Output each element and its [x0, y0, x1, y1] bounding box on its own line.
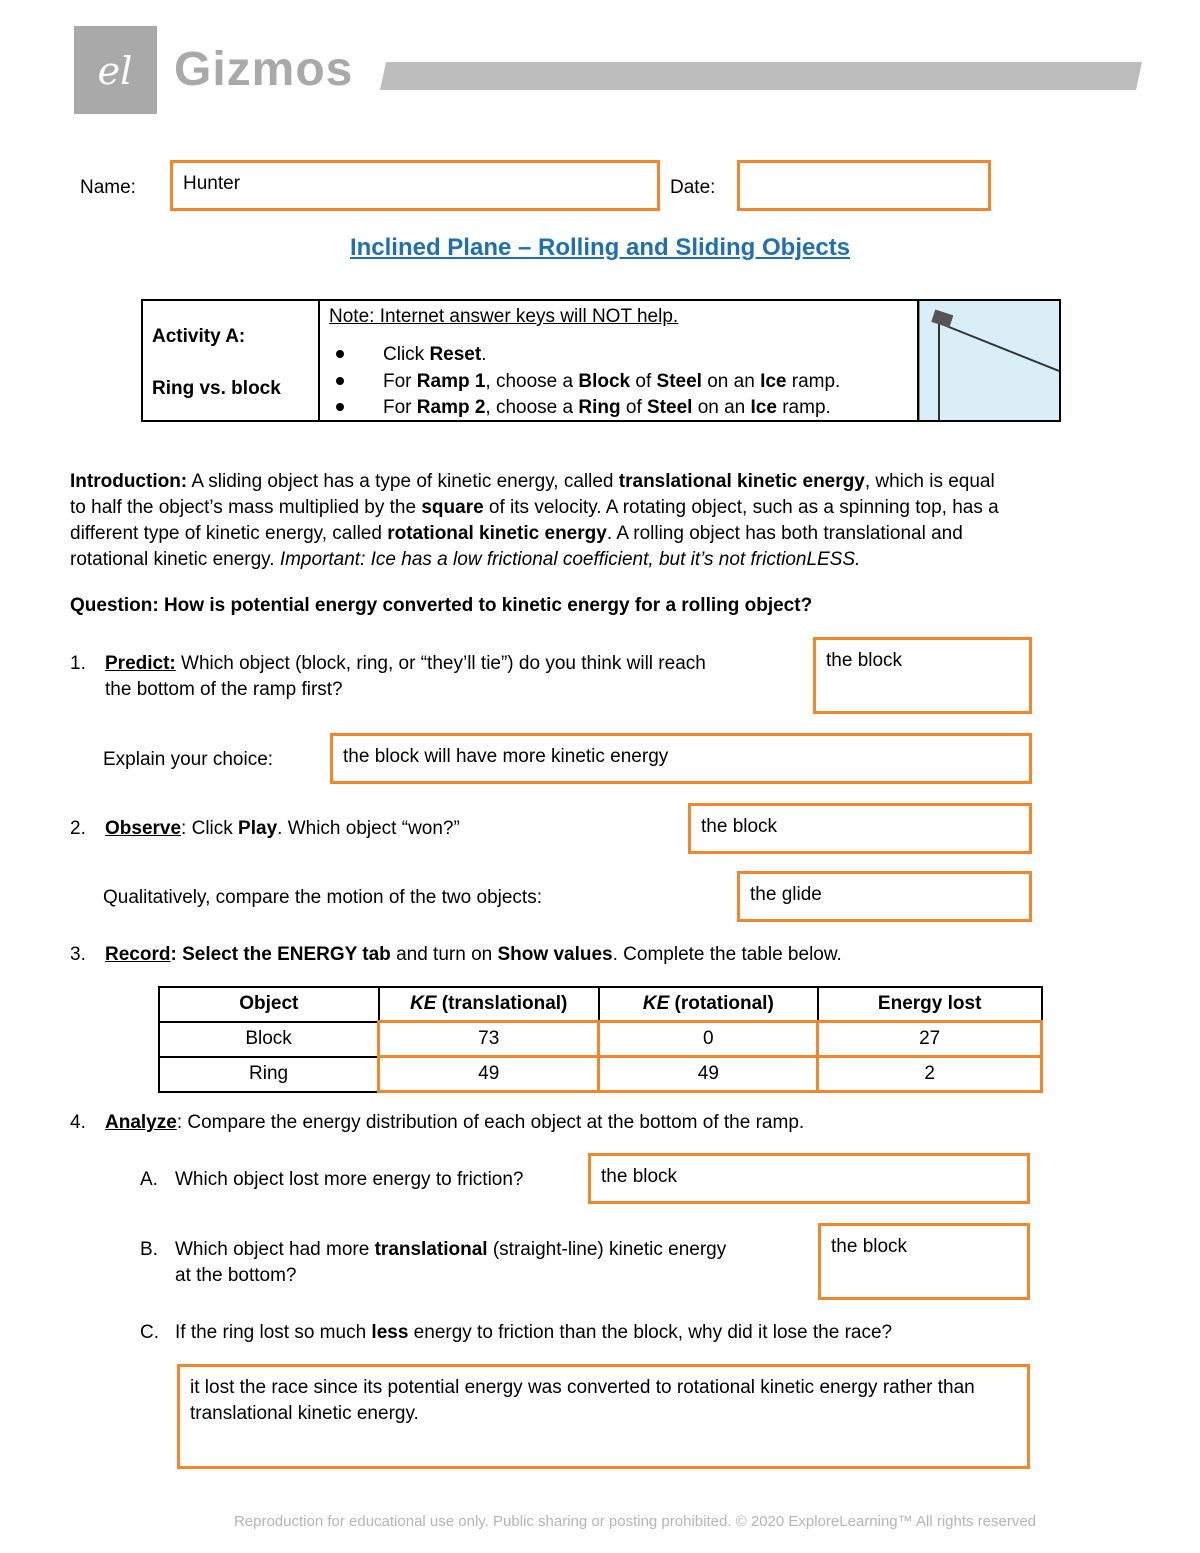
q1-explain-answer: the block will have more kinetic energy [343, 746, 669, 767]
intro-line: Introduction: A sliding object has a type of kinetic energy, called translational kinetic energy, which is equal [70, 471, 995, 492]
activity-step: For Ramp 2, choose a Ring of Steel on an Ice ramp. [383, 397, 831, 418]
ramp-thumbnail [919, 301, 1059, 420]
name-value: Hunter [183, 173, 241, 194]
q1-number: 1. [70, 653, 86, 674]
q3-number: 3. [70, 944, 86, 965]
ke-translational-cell[interactable]: 73 [379, 1022, 599, 1057]
date-label: Date: [670, 177, 716, 198]
energy-lost-cell[interactable]: 2 [818, 1057, 1042, 1092]
activity-label: Activity A: [152, 326, 246, 347]
gizmos-logo [74, 26, 157, 114]
q2-compare-answer: the glide [750, 884, 822, 905]
q2-number: 2. [70, 818, 86, 839]
header-bar [380, 62, 1142, 90]
q2-compare-label: Qualitatively, compare the motion of the two objects: [103, 887, 542, 908]
bullet-icon [336, 350, 344, 358]
explorelearning-logo-icon [74, 26, 157, 114]
q4a-answer: the block [601, 1166, 678, 1187]
q1-answer-box[interactable] [813, 637, 1032, 714]
q4c-answer-box[interactable] [177, 1364, 1030, 1469]
ke-rotational-cell[interactable]: 0 [599, 1022, 818, 1057]
q2-text: Observe: Click Play. Which object “won?” [105, 818, 460, 839]
incline-ramp-icon [919, 301, 1059, 420]
intro-line: to half the object’s mass multiplied by the square of its velocity. A rotating object, such as a spinning top, has a [70, 497, 999, 518]
q4c-text: If the ring lost so much less energy to friction than the block, why did it lose the race? [175, 1322, 893, 1343]
row-label: Ring [159, 1057, 379, 1092]
q3-text: Record: Select the ENERGY tab and turn on Show values. Complete the table below. [105, 944, 842, 965]
q1-explain-label: Explain your choice: [103, 749, 274, 770]
row-label: Block [159, 1022, 379, 1057]
q4b-answer: the block [831, 1236, 908, 1257]
q4-number: 4. [70, 1112, 86, 1133]
activity-label-cell [143, 301, 320, 420]
col-header-object: Object [159, 987, 379, 1022]
activity-instructions-cell [320, 301, 919, 420]
brand-name: Gizmos [174, 43, 354, 96]
activity-step: Click Reset. [383, 344, 487, 365]
q1-text-cont: the bottom of the ramp first? [105, 679, 343, 700]
table-row [159, 1022, 1042, 1057]
q1-answer: the block [826, 650, 903, 671]
table-row [159, 1057, 1042, 1092]
q4a-letter: A. [140, 1169, 158, 1190]
q2-answer-box[interactable] [688, 803, 1032, 854]
table-header-row [159, 987, 1042, 1022]
q4b-answer-box[interactable] [818, 1223, 1030, 1300]
copyright-footer: Reproduction for educational use only. Public sharing or posting prohibited. © 2020 ExploreLearning™ All rights reserved [233, 1513, 1037, 1530]
activity-step: For Ramp 1, choose a Block of Steel on an Ice ramp. [383, 371, 841, 392]
q2-compare-box[interactable] [737, 871, 1032, 922]
page-title: Inclined Plane – Rolling and Sliding Objects [349, 234, 851, 261]
q4-text: Analyze: Compare the energy distribution of each object at the bottom of the ramp. [105, 1112, 805, 1133]
main-question: Question: How is potential energy converted to kinetic energy for a rolling object? [70, 595, 813, 616]
col-header-energy-lost: Energy lost [818, 987, 1042, 1022]
q2-answer: the block [701, 816, 778, 837]
name-label: Name: [80, 177, 136, 198]
bullet-icon [336, 403, 344, 411]
q4c-answer: it lost the race since its potential energy was converted to rotational kinetic energy rather than translational kinetic energy. [190, 1377, 975, 1424]
svg-text:el: el [97, 49, 133, 93]
q4c-letter: C. [140, 1322, 159, 1343]
col-header-ke-translational: KE (translational) [379, 987, 599, 1022]
q4a-answer-box[interactable] [588, 1153, 1030, 1204]
ke-rotational-cell[interactable]: 49 [599, 1057, 818, 1092]
activity-table [141, 299, 1061, 422]
col-header-ke-rotational: KE (rotational) [599, 987, 818, 1022]
activity-subtitle: Ring vs. block [152, 378, 281, 399]
q1-text: Predict: Which object (block, ring, or “they’ll tie”) do you think will reach [105, 653, 706, 674]
activity-note: Note: Internet answer keys will NOT help. [329, 306, 679, 327]
ke-translational-cell[interactable]: 49 [379, 1057, 599, 1092]
q1-explain-box[interactable] [330, 733, 1032, 784]
energy-lost-cell[interactable]: 27 [818, 1022, 1042, 1057]
intro-line: rotational kinetic energy. Important: Ice has a low frictional coefficient, but it’s not frictionLESS. [70, 549, 861, 570]
q4b-letter: B. [140, 1239, 158, 1260]
q4b-text: Which object had more translational (straight-line) kinetic energy [175, 1239, 727, 1260]
bullet-icon [336, 377, 344, 385]
date-field[interactable] [737, 160, 991, 211]
q4b-text-cont: at the bottom? [175, 1265, 297, 1286]
name-field[interactable] [170, 160, 660, 211]
energy-table [158, 986, 1043, 1093]
q4a-text: Which object lost more energy to friction? [175, 1169, 524, 1190]
intro-line: different type of kinetic energy, called rotational kinetic energy. A rolling object has both translational and [70, 523, 963, 544]
